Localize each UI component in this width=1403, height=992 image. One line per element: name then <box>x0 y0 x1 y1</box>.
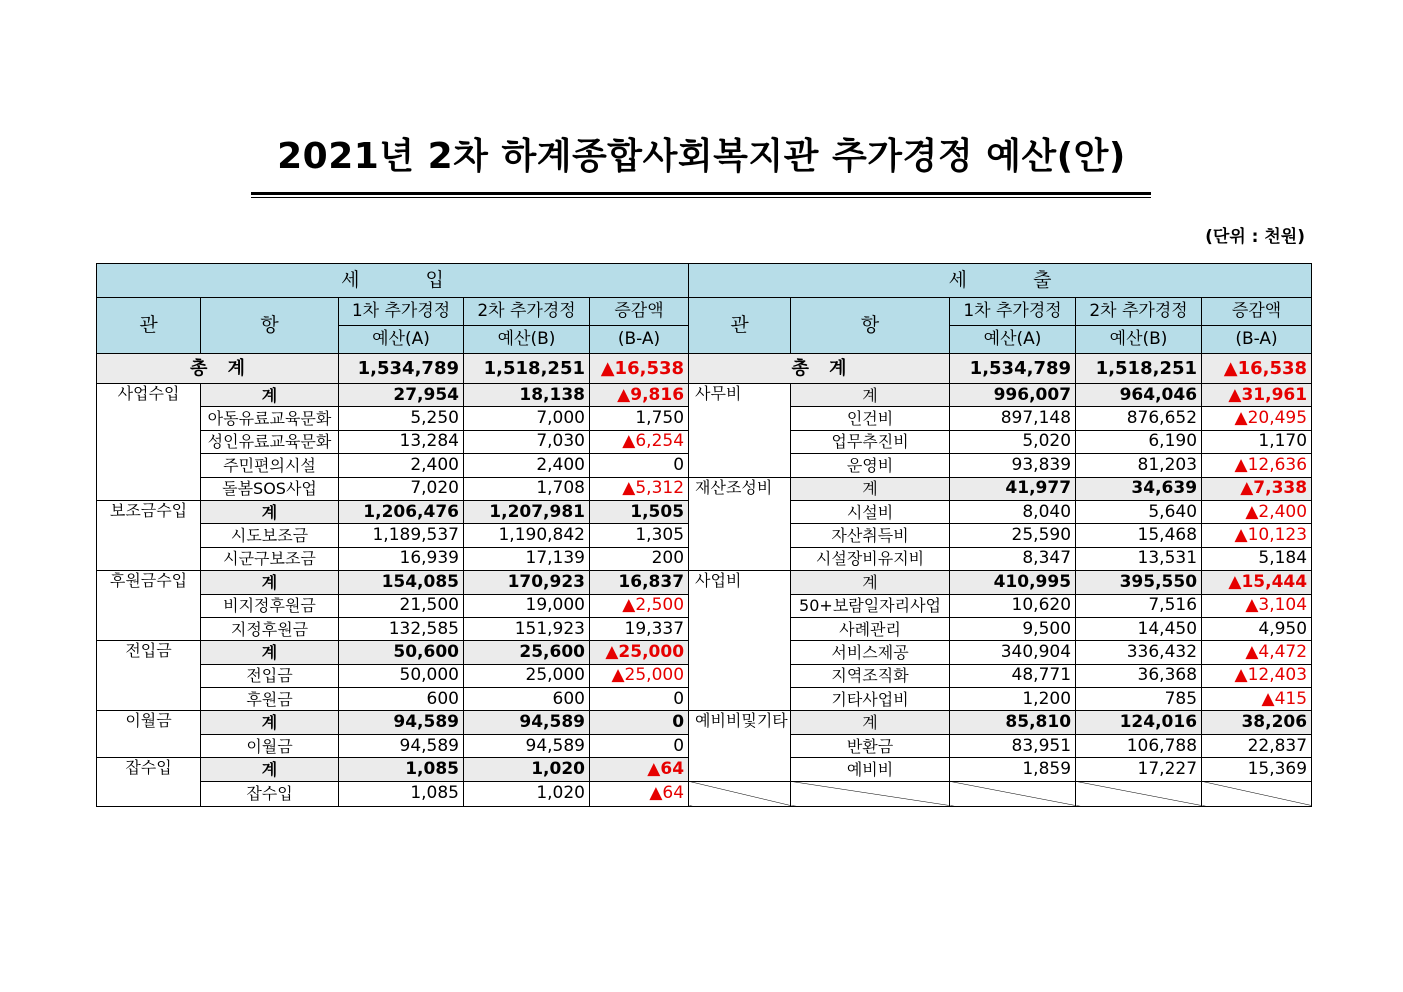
expense-value-d: 4,950 <box>1202 617 1312 640</box>
income-hang-cell: 계 <box>201 384 339 407</box>
income-value-a: 1,206,476 <box>339 500 464 523</box>
income-value-d: ▲2,500 <box>590 594 689 617</box>
income-hang-cell: 후원금 <box>201 688 339 711</box>
expense-col-b-bottom: 예산(B) <box>1076 326 1202 354</box>
income-hang-cell: 비지정후원금 <box>201 594 339 617</box>
income-total-label: 총 계 <box>97 354 339 384</box>
expense-value-d: ▲2,400 <box>1202 500 1312 523</box>
expense-value-b: 106,788 <box>1076 734 1202 757</box>
income-value-a: 1,189,537 <box>339 524 464 547</box>
expense-hang-cell: 50+보람일자리사업 <box>791 594 950 617</box>
income-col-d-bottom: (B-A) <box>590 326 689 354</box>
income-col-a-top: 1차 추가경정 <box>339 298 464 326</box>
income-value-d: ▲9,816 <box>590 384 689 407</box>
income-value-a: 50,600 <box>339 641 464 664</box>
table-row <box>97 571 1312 594</box>
expense-hang-cell: 사례관리 <box>791 617 950 640</box>
expense-value-b: 34,639 <box>1076 477 1202 500</box>
table-row <box>97 477 1312 500</box>
expense-value-d: ▲7,338 <box>1202 477 1312 500</box>
empty-cell <box>689 781 791 806</box>
income-gwan-cell: 후원금수입 <box>97 571 201 641</box>
expense-hang-cell: 업무추진비 <box>791 430 950 453</box>
expense-value-d: 5,184 <box>1202 547 1312 570</box>
income-value-a: 1,085 <box>339 758 464 781</box>
expense-value-d: ▲20,495 <box>1202 407 1312 430</box>
expense-value-d: ▲10,123 <box>1202 524 1312 547</box>
income-hang-cell: 계 <box>201 500 339 523</box>
expense-value-b: 7,516 <box>1076 594 1202 617</box>
expense-col-d-top: 증감액 <box>1202 298 1312 326</box>
expense-value-a: 8,347 <box>950 547 1076 570</box>
income-hang-cell: 계 <box>201 571 339 594</box>
expense-value-a: 8,040 <box>950 500 1076 523</box>
expense-value-b: 876,652 <box>1076 407 1202 430</box>
income-value-d: 0 <box>590 711 689 734</box>
income-gwan-cell: 보조금수입 <box>97 500 201 570</box>
expense-gwan-cell: 예비비및기타 <box>689 711 791 781</box>
income-value-a: 7,020 <box>339 477 464 500</box>
expense-value-d: ▲12,403 <box>1202 664 1312 687</box>
income-hang-cell: 시도보조금 <box>201 524 339 547</box>
income-col-d-top: 증감액 <box>590 298 689 326</box>
expense-value-b: 964,046 <box>1076 384 1202 407</box>
expense-hang-header: 항 <box>791 298 950 354</box>
empty-cell <box>1202 781 1312 806</box>
income-hang-cell: 전입금 <box>201 664 339 687</box>
expense-value-d: ▲3,104 <box>1202 594 1312 617</box>
expense-value-a: 5,020 <box>950 430 1076 453</box>
income-value-d: 1,305 <box>590 524 689 547</box>
expense-hang-cell: 인건비 <box>791 407 950 430</box>
expense-value-b: 336,432 <box>1076 641 1202 664</box>
income-value-a: 94,589 <box>339 711 464 734</box>
income-hang-cell: 계 <box>201 711 339 734</box>
expense-value-b: 5,640 <box>1076 500 1202 523</box>
expense-value-b: 13,531 <box>1076 547 1202 570</box>
expense-value-a: 41,977 <box>950 477 1076 500</box>
budget-table <box>96 263 1312 807</box>
expense-value-b: 6,190 <box>1076 430 1202 453</box>
expense-hang-cell: 계 <box>791 711 950 734</box>
expense-value-a: 83,951 <box>950 734 1076 757</box>
income-col-a-bottom: 예산(A) <box>339 326 464 354</box>
income-value-b: 18,138 <box>464 384 590 407</box>
expense-value-b: 36,368 <box>1076 664 1202 687</box>
income-value-a: 154,085 <box>339 571 464 594</box>
expense-value-a: 1,859 <box>950 758 1076 781</box>
income-value-b: 170,923 <box>464 571 590 594</box>
expense-value-a: 85,810 <box>950 711 1076 734</box>
income-total-a: 1,534,789 <box>339 354 464 384</box>
income-value-b: 1,020 <box>464 781 590 806</box>
expense-header: 세 출 <box>689 264 1312 298</box>
expense-hang-cell: 지역조직화 <box>791 664 950 687</box>
expense-col-d-bottom: (B-A) <box>1202 326 1312 354</box>
income-value-a: 27,954 <box>339 384 464 407</box>
expense-value-a: 1,200 <box>950 688 1076 711</box>
expense-value-d: ▲12,636 <box>1202 454 1312 477</box>
income-hang-cell: 이월금 <box>201 734 339 757</box>
expense-value-d: 15,369 <box>1202 758 1312 781</box>
income-value-a: 94,589 <box>339 734 464 757</box>
expense-value-a: 340,904 <box>950 641 1076 664</box>
income-value-d: ▲25,000 <box>590 641 689 664</box>
income-value-b: 17,139 <box>464 547 590 570</box>
income-hang-cell: 계 <box>201 758 339 781</box>
expense-hang-cell: 시설비 <box>791 500 950 523</box>
income-value-d: ▲25,000 <box>590 664 689 687</box>
expense-value-d: ▲415 <box>1202 688 1312 711</box>
income-value-d: 200 <box>590 547 689 570</box>
expense-value-a: 897,148 <box>950 407 1076 430</box>
expense-value-d: 22,837 <box>1202 734 1312 757</box>
income-value-b: 1,207,981 <box>464 500 590 523</box>
expense-hang-cell: 서비스제공 <box>791 641 950 664</box>
expense-value-b: 15,468 <box>1076 524 1202 547</box>
expense-col-a-bottom: 예산(A) <box>950 326 1076 354</box>
expense-total-d: ▲16,538 <box>1202 354 1312 384</box>
income-total-b: 1,518,251 <box>464 354 590 384</box>
expense-hang-cell: 기타사업비 <box>791 688 950 711</box>
empty-cell <box>791 781 950 806</box>
income-total-d: ▲16,538 <box>590 354 689 384</box>
income-value-b: 7,000 <box>464 407 590 430</box>
income-gwan-cell: 잡수입 <box>97 758 201 806</box>
expense-value-a: 48,771 <box>950 664 1076 687</box>
expense-value-d: 1,170 <box>1202 430 1312 453</box>
expense-hang-cell: 계 <box>791 384 950 407</box>
income-col-b-bottom: 예산(B) <box>464 326 590 354</box>
expense-value-b: 124,016 <box>1076 711 1202 734</box>
income-value-b: 151,923 <box>464 617 590 640</box>
income-value-b: 1,020 <box>464 758 590 781</box>
expense-hang-cell: 예비비 <box>791 758 950 781</box>
income-value-b: 94,589 <box>464 711 590 734</box>
unit-label: (단위 : 천원) <box>1205 227 1305 247</box>
expense-value-a: 93,839 <box>950 454 1076 477</box>
expense-value-a: 410,995 <box>950 571 1076 594</box>
expense-hang-cell: 시설장비유지비 <box>791 547 950 570</box>
expense-hang-cell: 운영비 <box>791 454 950 477</box>
expense-value-b: 17,227 <box>1076 758 1202 781</box>
income-value-d: 16,837 <box>590 571 689 594</box>
income-value-b: 1,708 <box>464 477 590 500</box>
expense-value-a: 25,590 <box>950 524 1076 547</box>
income-value-a: 13,284 <box>339 430 464 453</box>
expense-value-b: 14,450 <box>1076 617 1202 640</box>
expense-col-b-top: 2차 추가경정 <box>1076 298 1202 326</box>
income-value-d: ▲5,312 <box>590 477 689 500</box>
income-value-d: 1,750 <box>590 407 689 430</box>
income-value-d: 0 <box>590 688 689 711</box>
expense-gwan-cell: 재산조성비 <box>689 477 791 571</box>
expense-hang-cell: 계 <box>791 571 950 594</box>
table-row <box>97 711 1312 734</box>
income-hang-cell: 주민편의시설 <box>201 454 339 477</box>
income-gwan-header: 관 <box>97 298 201 354</box>
title-underline <box>251 192 1151 198</box>
income-value-b: 94,589 <box>464 734 590 757</box>
income-hang-cell: 계 <box>201 641 339 664</box>
income-gwan-cell: 전입금 <box>97 641 201 711</box>
income-hang-cell: 지정후원금 <box>201 617 339 640</box>
expense-gwan-cell: 사무비 <box>689 384 791 478</box>
expense-col-a-top: 1차 추가경정 <box>950 298 1076 326</box>
table-row <box>97 384 1312 407</box>
expense-gwan-header: 관 <box>689 298 791 354</box>
income-header: 세 입 <box>97 264 689 298</box>
income-value-b: 7,030 <box>464 430 590 453</box>
expense-value-d: 38,206 <box>1202 711 1312 734</box>
income-value-a: 1,085 <box>339 781 464 806</box>
income-gwan-cell: 이월금 <box>97 711 201 758</box>
income-value-d: 19,337 <box>590 617 689 640</box>
expense-hang-cell: 반환금 <box>791 734 950 757</box>
income-value-a: 600 <box>339 688 464 711</box>
expense-value-d: ▲15,444 <box>1202 571 1312 594</box>
income-value-a: 50,000 <box>339 664 464 687</box>
income-col-b-top: 2차 추가경정 <box>464 298 590 326</box>
income-hang-cell: 아동유료교육문화 <box>201 407 339 430</box>
income-value-b: 19,000 <box>464 594 590 617</box>
income-value-b: 25,600 <box>464 641 590 664</box>
income-value-a: 2,400 <box>339 454 464 477</box>
income-hang-cell: 시군구보조금 <box>201 547 339 570</box>
empty-cell <box>950 781 1076 806</box>
expense-total-label: 총 계 <box>689 354 950 384</box>
page-title: 2021년 2차 하계종합사회복지관 추가경정 예산(안) <box>277 136 1126 177</box>
expense-total-b: 1,518,251 <box>1076 354 1202 384</box>
income-value-d: ▲64 <box>590 781 689 806</box>
income-value-a: 132,585 <box>339 617 464 640</box>
expense-value-b: 81,203 <box>1076 454 1202 477</box>
income-value-b: 25,000 <box>464 664 590 687</box>
expense-value-b: 785 <box>1076 688 1202 711</box>
income-gwan-cell: 사업수입 <box>97 384 201 501</box>
total-row <box>97 354 1312 384</box>
expense-value-d: ▲4,472 <box>1202 641 1312 664</box>
income-value-d: 0 <box>590 734 689 757</box>
expense-value-d: ▲31,961 <box>1202 384 1312 407</box>
expense-total-a: 1,534,789 <box>950 354 1076 384</box>
empty-cell <box>1076 781 1202 806</box>
expense-value-a: 996,007 <box>950 384 1076 407</box>
expense-gwan-cell: 사업비 <box>689 571 791 711</box>
income-hang-cell: 잡수입 <box>201 781 339 806</box>
expense-value-a: 10,620 <box>950 594 1076 617</box>
income-value-b: 1,190,842 <box>464 524 590 547</box>
expense-hang-cell: 자산취득비 <box>791 524 950 547</box>
income-value-d: ▲6,254 <box>590 430 689 453</box>
income-value-b: 2,400 <box>464 454 590 477</box>
income-value-b: 600 <box>464 688 590 711</box>
income-value-a: 21,500 <box>339 594 464 617</box>
income-value-d: 1,505 <box>590 500 689 523</box>
table-row <box>97 781 1312 806</box>
income-value-d: 0 <box>590 454 689 477</box>
expense-value-a: 9,500 <box>950 617 1076 640</box>
expense-value-b: 395,550 <box>1076 571 1202 594</box>
expense-hang-cell: 계 <box>791 477 950 500</box>
income-value-a: 16,939 <box>339 547 464 570</box>
income-value-d: ▲64 <box>590 758 689 781</box>
income-hang-cell: 성인유료교육문화 <box>201 430 339 453</box>
income-hang-cell: 돌봄SOS사업 <box>201 477 339 500</box>
income-value-a: 5,250 <box>339 407 464 430</box>
income-hang-header: 항 <box>201 298 339 354</box>
